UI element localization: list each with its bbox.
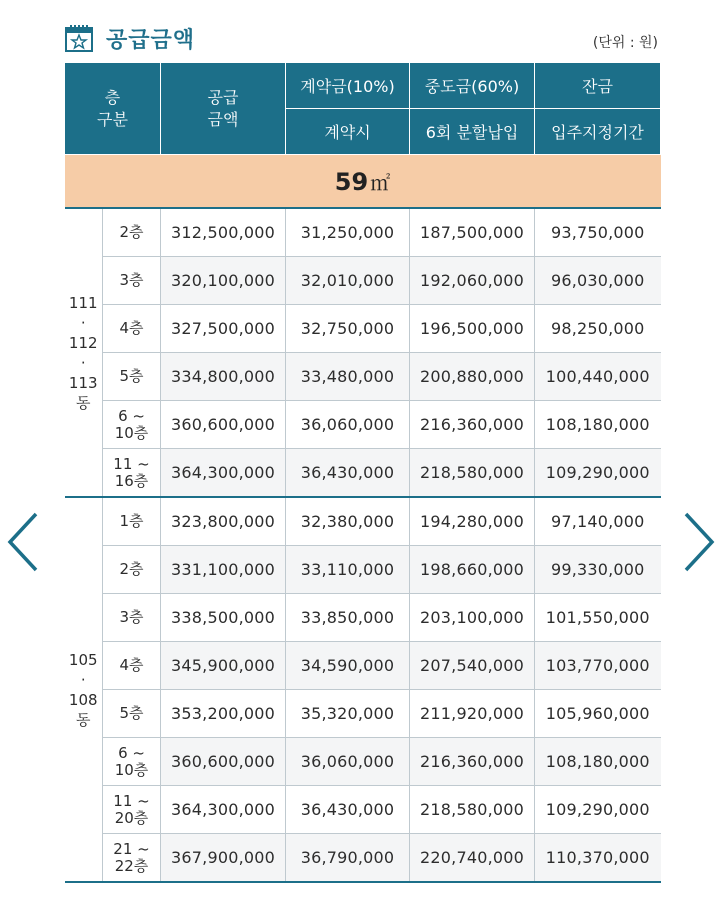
dong-cell: 111 · 112 · 113 동 xyxy=(65,208,103,497)
header-balance-sub: 입주지정기간 xyxy=(535,109,661,155)
floor-cell: 21 ~ 22층 xyxy=(103,834,161,883)
middle-cell: 220,740,000 xyxy=(410,834,535,883)
section-unit: ㎡ xyxy=(370,170,391,195)
supply-cell: 353,200,000 xyxy=(161,690,286,738)
floor-cell: 5층 xyxy=(103,690,161,738)
balance-cell: 103,770,000 xyxy=(535,642,661,690)
chevron-right-icon xyxy=(678,510,718,574)
middle-cell: 187,500,000 xyxy=(410,208,535,257)
dong-cell: 105 · 108 동 xyxy=(65,497,103,882)
table-row xyxy=(65,401,661,449)
floor-cell: 4층 xyxy=(103,305,161,353)
contract-cell: 36,430,000 xyxy=(286,449,410,498)
header-middle-sub: 6회 분할납입 xyxy=(410,109,535,155)
balance-cell: 97,140,000 xyxy=(535,497,661,546)
middle-cell: 196,500,000 xyxy=(410,305,535,353)
supply-cell: 334,800,000 xyxy=(161,353,286,401)
floor-cell: 4층 xyxy=(103,642,161,690)
balance-cell: 99,330,000 xyxy=(535,546,661,594)
contract-cell: 32,750,000 xyxy=(286,305,410,353)
table-row xyxy=(65,449,661,498)
title-bar xyxy=(64,18,195,58)
header-middle: 중도금(60%) xyxy=(410,63,535,109)
contract-cell: 32,010,000 xyxy=(286,257,410,305)
section-size: 59 xyxy=(334,167,369,196)
balance-cell: 93,750,000 xyxy=(535,208,661,257)
table-row xyxy=(65,546,661,594)
floor-cell: 5층 xyxy=(103,353,161,401)
contract-cell: 33,850,000 xyxy=(286,594,410,642)
page-title: 공급금액 xyxy=(106,27,196,53)
supply-cell: 331,100,000 xyxy=(161,546,286,594)
floor-cell: 3층 xyxy=(103,257,161,305)
table-row xyxy=(65,738,661,786)
supply-cell: 364,300,000 xyxy=(161,449,286,498)
next-button[interactable] xyxy=(678,510,718,574)
balance-cell: 105,960,000 xyxy=(535,690,661,738)
contract-cell: 33,110,000 xyxy=(286,546,410,594)
section-band xyxy=(65,155,661,209)
middle-cell: 211,920,000 xyxy=(410,690,535,738)
table-row xyxy=(65,642,661,690)
middle-cell: 198,660,000 xyxy=(410,546,535,594)
middle-cell: 216,360,000 xyxy=(410,738,535,786)
table-row xyxy=(65,497,661,546)
floor-cell: 6 ~ 10층 xyxy=(103,738,161,786)
chevron-left-icon xyxy=(4,510,44,574)
header-supply: 공급 금액 xyxy=(161,63,286,155)
contract-cell: 36,430,000 xyxy=(286,786,410,834)
middle-cell: 218,580,000 xyxy=(410,449,535,498)
header-balance: 잔금 xyxy=(535,63,661,109)
supply-cell: 360,600,000 xyxy=(161,401,286,449)
middle-cell: 192,060,000 xyxy=(410,257,535,305)
contract-cell: 36,790,000 xyxy=(286,834,410,883)
supply-cell: 320,100,000 xyxy=(161,257,286,305)
supply-cell: 360,600,000 xyxy=(161,738,286,786)
table-row xyxy=(65,208,661,257)
header-dong-floor: 층 구분 xyxy=(65,63,161,155)
prev-button[interactable] xyxy=(4,510,44,574)
supply-cell: 338,500,000 xyxy=(161,594,286,642)
balance-cell: 108,180,000 xyxy=(535,401,661,449)
contract-cell: 35,320,000 xyxy=(286,690,410,738)
supply-cell: 323,800,000 xyxy=(161,497,286,546)
middle-cell: 216,360,000 xyxy=(410,401,535,449)
floor-cell: 6 ~ 10층 xyxy=(103,401,161,449)
balance-cell: 100,440,000 xyxy=(535,353,661,401)
header-contract-sub: 계약시 xyxy=(286,109,410,155)
unit-label: (단위 : 원) xyxy=(592,35,658,51)
balance-cell: 109,290,000 xyxy=(535,786,661,834)
table-row xyxy=(65,305,661,353)
balance-cell: 96,030,000 xyxy=(535,257,661,305)
floor-cell: 3층 xyxy=(103,594,161,642)
contract-cell: 31,250,000 xyxy=(286,208,410,257)
middle-cell: 207,540,000 xyxy=(410,642,535,690)
supply-cell: 345,900,000 xyxy=(161,642,286,690)
contract-cell: 32,380,000 xyxy=(286,497,410,546)
price-table xyxy=(64,62,661,883)
floor-cell: 1층 xyxy=(103,497,161,546)
table-row xyxy=(65,834,661,883)
table-row xyxy=(65,594,661,642)
calendar-star-icon xyxy=(64,23,94,53)
table-row xyxy=(65,257,661,305)
floor-cell: 2층 xyxy=(103,546,161,594)
contract-cell: 34,590,000 xyxy=(286,642,410,690)
contract-cell: 33,480,000 xyxy=(286,353,410,401)
middle-cell: 194,280,000 xyxy=(410,497,535,546)
table-row xyxy=(65,690,661,738)
floor-cell: 11 ~ 16층 xyxy=(103,449,161,498)
header-contract: 계약금(10%) xyxy=(286,63,410,109)
middle-cell: 218,580,000 xyxy=(410,786,535,834)
supply-cell: 327,500,000 xyxy=(161,305,286,353)
balance-cell: 101,550,000 xyxy=(535,594,661,642)
balance-cell: 108,180,000 xyxy=(535,738,661,786)
supply-cell: 367,900,000 xyxy=(161,834,286,883)
balance-cell: 109,290,000 xyxy=(535,449,661,498)
supply-cell: 364,300,000 xyxy=(161,786,286,834)
floor-cell: 11 ~ 20층 xyxy=(103,786,161,834)
table-row xyxy=(65,353,661,401)
supply-cell: 312,500,000 xyxy=(161,208,286,257)
middle-cell: 203,100,000 xyxy=(410,594,535,642)
balance-cell: 98,250,000 xyxy=(535,305,661,353)
table-row xyxy=(65,786,661,834)
middle-cell: 200,880,000 xyxy=(410,353,535,401)
floor-cell: 2층 xyxy=(103,208,161,257)
contract-cell: 36,060,000 xyxy=(286,401,410,449)
balance-cell: 110,370,000 xyxy=(535,834,661,883)
contract-cell: 36,060,000 xyxy=(286,738,410,786)
